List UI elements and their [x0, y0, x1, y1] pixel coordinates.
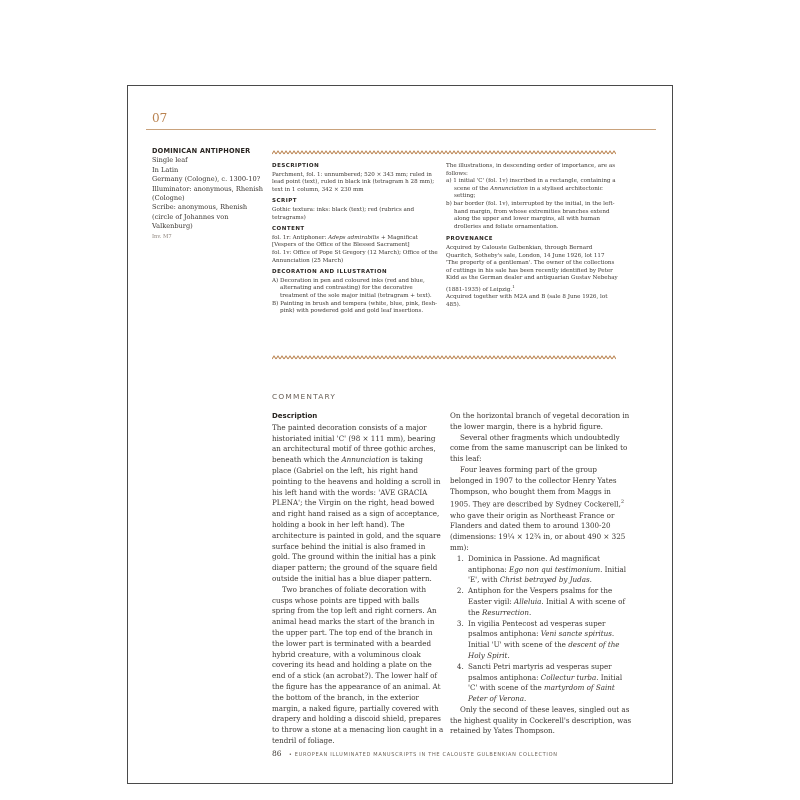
meta-line: Illuminator: anonymous, Rhenish (Cologne): [152, 184, 263, 203]
list-item: 3. In vigilia Pentecost ad vesperas super psalmos antiphona: Veni sancte spiritus. Initial 'U' with scene of the descent of the Holy Spirit.: [466, 619, 632, 662]
decoration-heading: DECORATION AND ILLUSTRATION: [272, 269, 388, 276]
zigzag-ornament-bottom: [272, 355, 616, 360]
list-item: 2. Antiphon for the Vespers psalms for the Easter vigil: Alleluia. Initial A with scene of the Resurrection.: [466, 586, 632, 618]
object-summary: [152, 147, 264, 242]
list-item: 1. Dominica in Passione. Ad magnificat antiphona: Ego non qui testimonium. Initial 'E', with Christ betrayed by Judas.: [466, 554, 632, 586]
entry-column-b: [446, 163, 618, 310]
entry-column-a: [272, 159, 442, 316]
object-title: DOMINICAN ANTIPHONER: [152, 147, 251, 155]
commentary-paragraph: Two branches of foliate decoration with cusps whose points are tipped with balls spring from the top left and right corners. An animal head marks the start of the branch in the upper part. The top end of the branch in the lower part is terminated with a bearded hybrid creature, with a voluminous cloak covering its head and holding a plate on the end of a stick (an acrobat?). The lower half of the figure has the appearance of an animal. At the bottom of the branch, in the exterior margin, a naked figure, partially covered with drapery and holding a discoid shield, prepares to throw a stone at a menacing lion caught in a tendril of foliage.: [272, 584, 444, 745]
provenance-heading: PROVENANCE: [446, 236, 494, 243]
decoration-item-a: A) Decoration in pen and coloured inks (red and blue, alternating and contrasting) for the decorative treatment of the sole major initial (tetragram + text).: [272, 277, 432, 299]
commentary-paragraph: The painted decoration consists of a major historiated initial 'C' (98 × 111 mm), bearing an architectural motif of three gothic arches, beneath which the Annunciation is taking place (Gabriel on the left, his right hand pointing to the heavens and holding a scroll in his left hand with the words: 'AVE GRACIA PLENA'; the Virgin on the right, head bowed and right hand raised as a sign of acceptance, holding a book in her left hand). The architecture is painted in gold, and the square surface behind the initial is also framed in gold. The ground within the initial has a pink diaper pattern; the ground of the square field outside the initial has a blue diaper pattern.: [272, 422, 441, 583]
leaves-list: [450, 554, 632, 705]
catalogue-rule: [146, 129, 656, 130]
inventory-number: Inv. M7: [152, 233, 172, 240]
commentary-paragraph: Only the second of these leaves, singled out as the highest quality in Cockerell's description, was retained by Yates Thompson.: [450, 704, 632, 736]
description-heading: DESCRIPTION: [272, 163, 320, 169]
commentary-paragraph: On the horizontal branch of vegetal decoration in the lower margin, there is a hybrid figure.: [450, 411, 630, 431]
catalogue-number: 07: [152, 111, 168, 125]
content-heading: CONTENT: [272, 226, 305, 233]
content-text-1: fol. 1r: Antiphoner: Adeps admirabilis + Magnificat [Vespers of the Office of the Blessed Sacrament]: [272, 234, 418, 249]
illustration-item-b: b) bar border (fol. 1v), interrupted by the initial, in the left-hand margin, from whose extremities branches extend along the upper and lower margins, all with human drolleries and foliate ornamentation.: [446, 200, 615, 230]
page-footer: [272, 749, 558, 758]
provenance-text: Acquired by Calouste Gulbenkian, through Bernard Quaritch, Sotheby's sale, London, 14 June 1926, lot 117 'The property of a gentleman'. The owner of the collections of cuttings in his sale has been recently identified by Peter Kidd as the German dealer and antiquarian Gustav Nebehay (1881-1935) of Leipzig.$^1$: [446, 244, 618, 293]
decoration-item-b: B) Painting in brush and tempera (white, blue, pink, flesh-pink) with powdered gold and gold leaf insertions.: [272, 300, 438, 315]
commentary-subheading: Description: [272, 412, 318, 420]
meta-line: Scribe: anonymous, Rhenish (circle of Johannes von Valkenburg): [152, 203, 248, 231]
commentary-paragraph: Four leaves forming part of the group belonged in 1907 to the collector Henry Yates Thompson, who bought them from Maggs in 1905. They are described by Sydney Cockerell,$^2$ who gave their origin as Northeast France or Flanders and dated them to around 1300-20 (dimensions: 19¼ × 12¾ in, or about 490 × 325 mm):: [450, 464, 626, 552]
description-text: Parchment, fol. 1: unnumbered; 520 × 343 mm; ruled in lead point (text), ruled in black ink (tetragram h 28 mm); text in 1 column, 342 × 230 mm: [272, 171, 435, 193]
commentary-column-right: [450, 411, 632, 737]
illustrations-intro: The illustrations, in descending order of importance, are as follows:: [446, 163, 616, 177]
commentary-paragraph: Several other fragments which undoubtedly come from the same manuscript can be linked to this leaf:: [450, 432, 628, 464]
meta-line: In Latin: [152, 165, 179, 174]
zigzag-ornament-top: [272, 150, 616, 155]
meta-line: Single leaf: [152, 156, 188, 165]
list-item: 4. Sancti Petri martyris ad vesperas super psalmos antiphona: Collectur turba. Initial 'C' with scene of the martyrdom of Saint Peter of Verona.: [466, 662, 632, 705]
content-text-2: fol. 1v: Office of Pope St Gregory (12 March); Office of the Annunciation (25 March): [272, 249, 438, 264]
page-number: 86: [272, 749, 282, 758]
running-title: • EUROPEAN ILLUMINATED MANUSCRIPTS IN THE CALOUSTE GULBENKIAN COLLECTION: [288, 752, 558, 758]
illustration-item-a: a) 1 initial 'C' (fol. 1v) inscribed in a rectangle, containing a scene of the Annunciation in a stylised architectonic setting;: [446, 178, 616, 200]
commentary-column-left: [272, 411, 444, 747]
script-text: Gothic textura: inks: black (text); red (rubrics and tetragrams): [272, 206, 415, 221]
commentary-heading: COMMENTARY: [272, 392, 337, 401]
meta-line: Germany (Cologne), c. 1300-10?: [152, 175, 261, 184]
script-heading: SCRIPT: [272, 198, 298, 205]
provenance-text-2: Acquired together with M2A and B (sale 8 June 1926, lot 485).: [446, 294, 608, 308]
